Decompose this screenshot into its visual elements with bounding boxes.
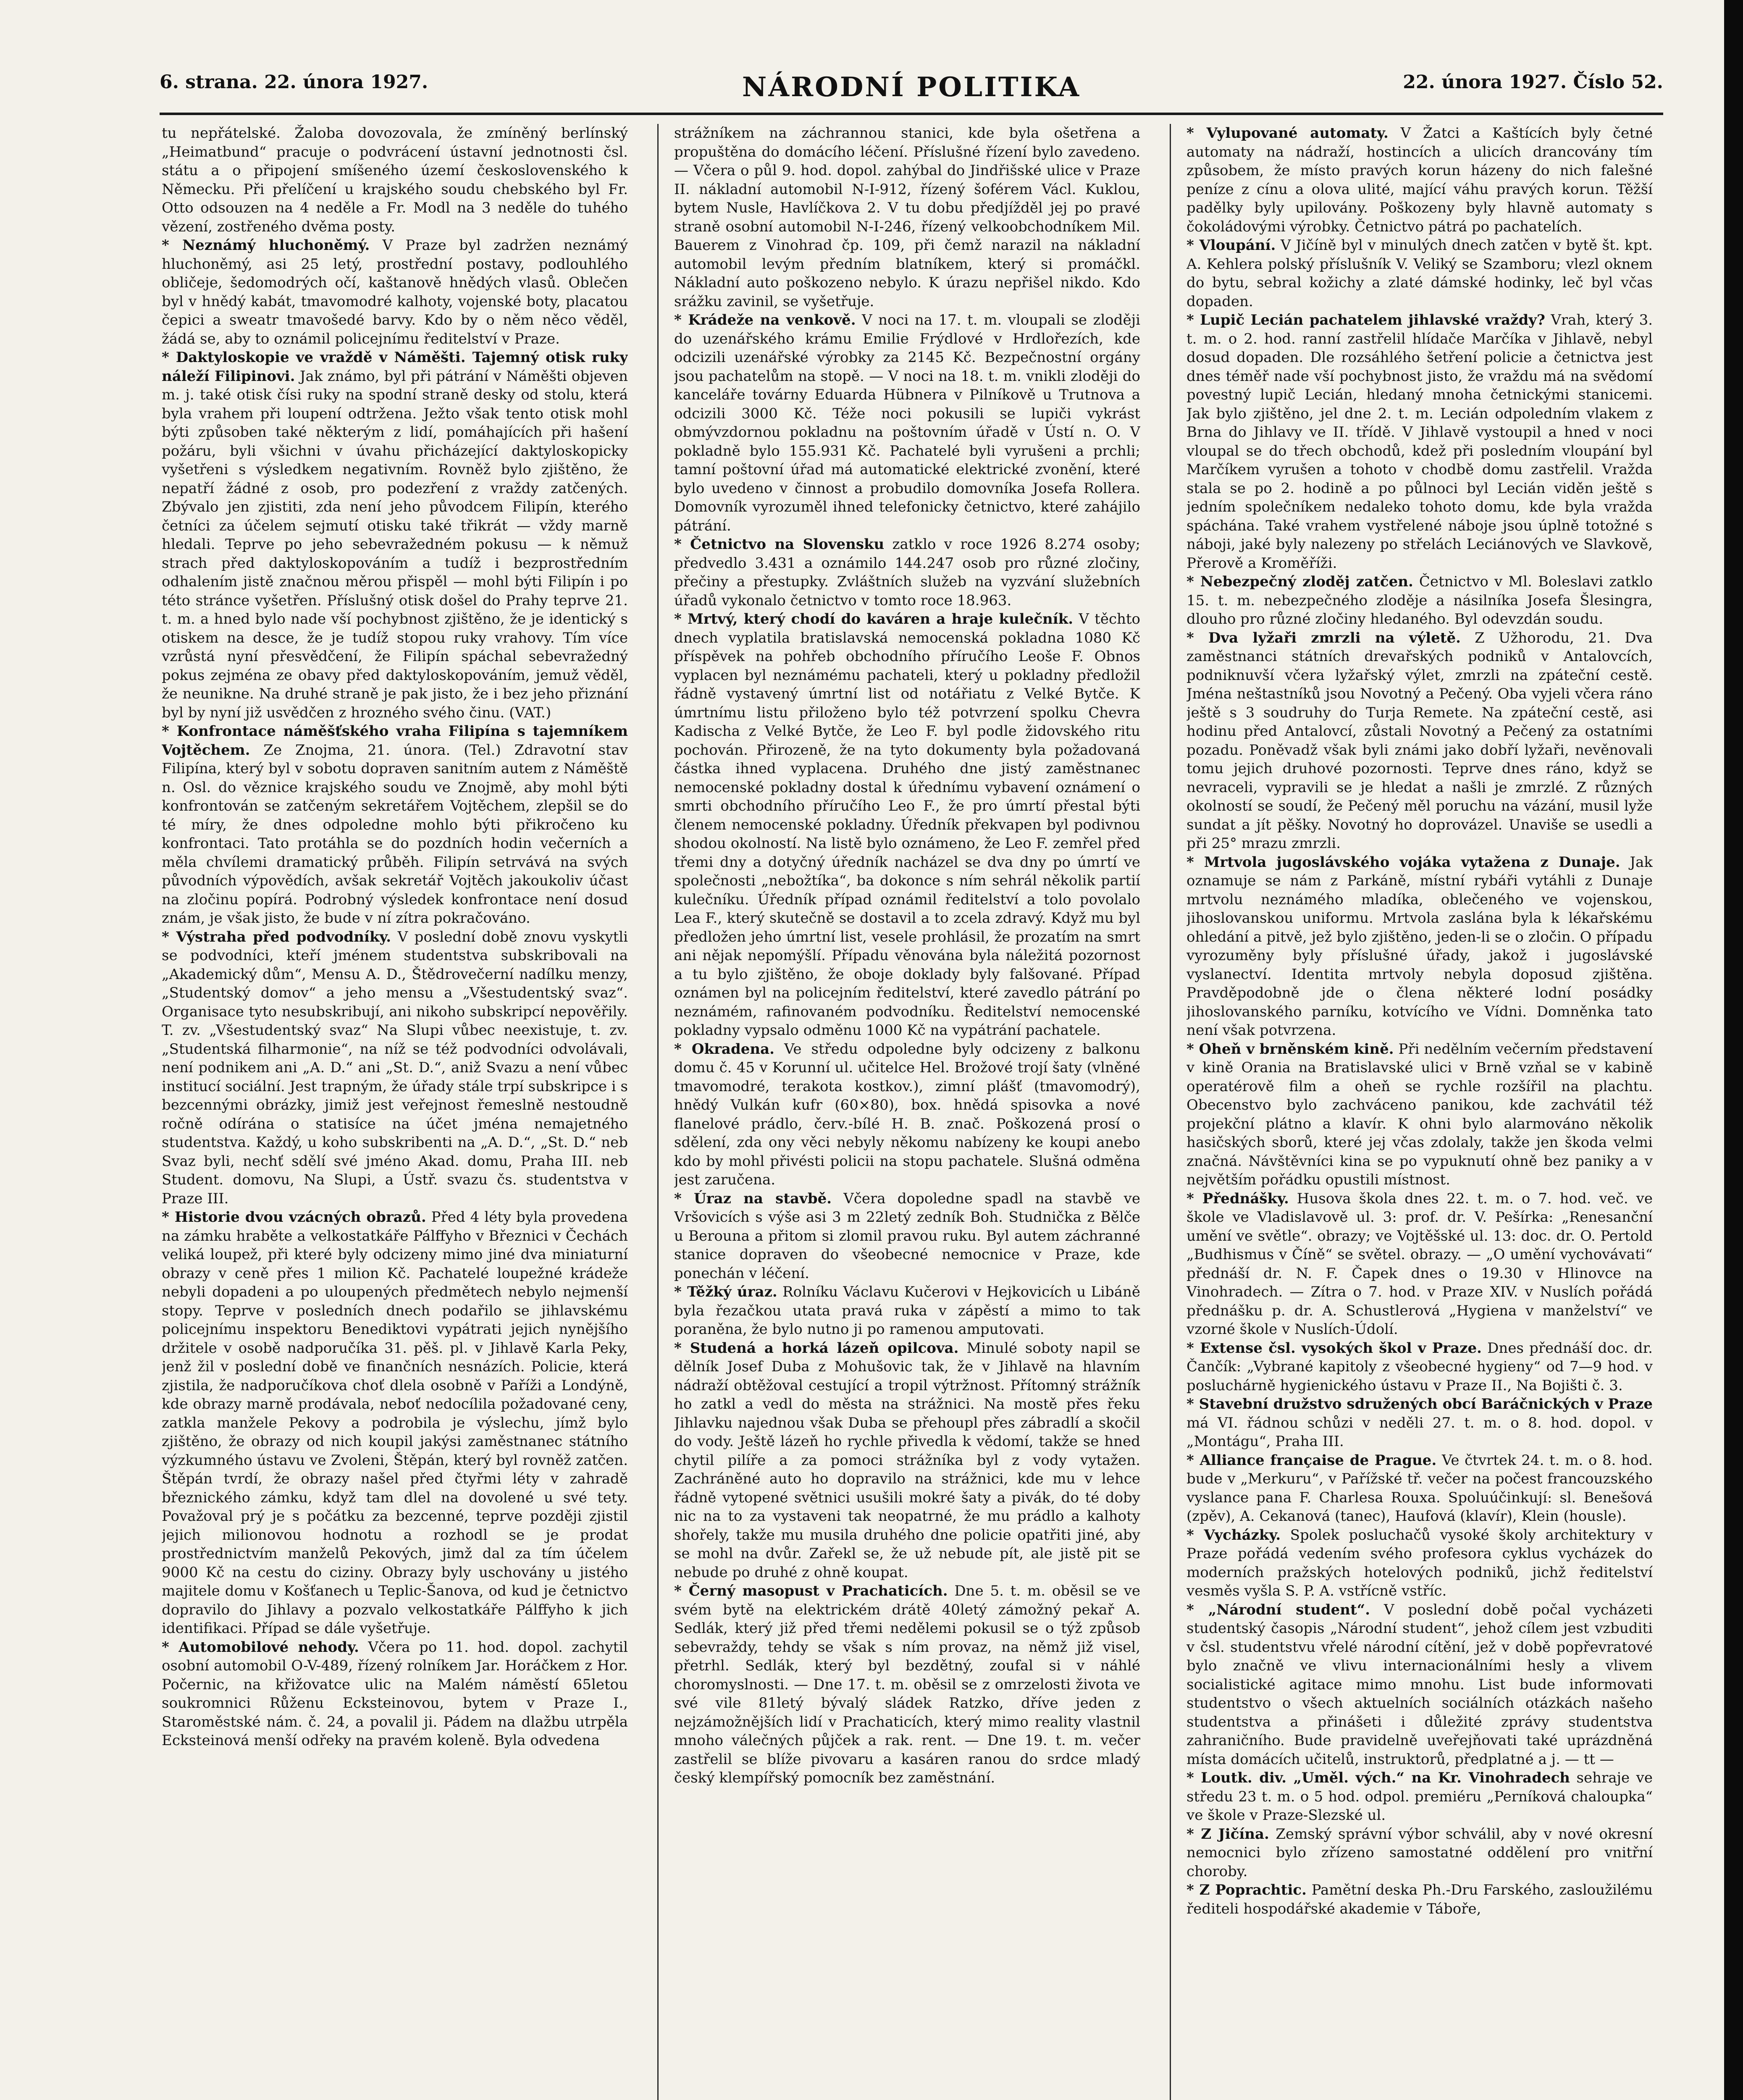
article-body: Ve čtvrtek 24. t. m. o 8. hod. bude v „Merkuru“, v Pařížské tř. večer na počest francouzského vyslance pana F. Charlesa Rouxa. Spoluúčinkují: sl. Benešová (zpěv), A. Cekanová (tanec), Haufová (klavír), Klein (housle). [1186, 1452, 1653, 1525]
article-headline: * Těžký úraz. [674, 1284, 777, 1300]
article [162, 124, 628, 236]
article [162, 236, 628, 348]
article-headline: * Z Poprachtic. [1186, 1882, 1307, 1898]
article-body: Četnictvo v Ml. Boleslavi zatklo 15. t. m. nebezpečného zloděje a násilníka Josefa Šlesingra, dlouho pro různé zločiny hledaného. Byl odevzdán soudu. [1186, 573, 1653, 627]
page-header [160, 63, 1663, 113]
article-headline: * Nebezpečný zloděj zatčen. [1186, 573, 1413, 590]
scan-border [1724, 0, 1743, 2100]
article [1186, 572, 1653, 629]
article-body: Dnes přednáší doc. dr. Čančík: „Vybrané kapitoly z všeobecné hygieny“ od 7—9 hod. v posluchárně hygienického ústavu v Praze II., Na Bojišti č. 3. [1186, 1339, 1653, 1394]
article [1186, 1601, 1653, 1769]
article-headline: * Neznámý hluchoněmý. [162, 237, 370, 254]
article-body: V Jičíně byl v minulých dnech zatčen v bytě št. kpt. A. Kehlera polský příslušník V. Veliký se Szamboru; vlezl oknem do bytu, sebral kožichy a zlaté dámské hodinky, leč byl včas dopaden. [1186, 237, 1653, 310]
article [674, 535, 1140, 610]
article-body: Včera po 11. hod. dopol. zachytil osobní automobil O-V-489, řízený rolníkem Jar. Horáčkem z Hor. Počernic, na křižovatce ulic na Malém náměstí 65letou soukromnici Růženu Ecksteinovou, bytem v Praze I., Staroměstské nám. č. 24, a povalil ji. Pádem na dlažbu utrpěla Ecksteinová menší odřeky na pravém koleně. Byla odvedena [162, 1638, 628, 1749]
article [162, 722, 628, 928]
article [1186, 853, 1653, 1040]
article-headline: * Alliance française de Prague. [1186, 1452, 1437, 1469]
article [162, 928, 628, 1208]
article [674, 1189, 1140, 1283]
article [1186, 1339, 1653, 1395]
article-body: tu nepřátelské. Žaloba dovozovala, že zmíněný berlínský „Heimatbund“ pracuje o podvrácení ústavní jednotnosti čsl. státu a o připojení smíšeného území československého k Německu. Při přelíčení u krajského soudu chebského byl Fr. Otto odsouzen na 4 neděle a Fr. Modl na 3 neděle do tuhého vězení, zostřeného dvěma posty. [162, 125, 628, 235]
article-headline: * Černý masopust v Prachaticích. [674, 1583, 948, 1599]
article-headline: * Četnictvo na Slovensku [674, 536, 885, 553]
article [674, 124, 1140, 311]
column-divider-2 [1170, 124, 1171, 2100]
article [674, 1339, 1140, 1582]
article [1186, 124, 1653, 236]
article-headline: * „Národní student“. [1186, 1601, 1370, 1618]
article-body: Minulé soboty napil se dělník Josef Duba z Mohušovic tak, že v Jihlavě na hlavním nádraží obtěžoval cestující a tropil výtržnost. Přítomný strážník ho zatkl a vedl do města na strážnici. Na mostě přes řeku Jihlavku najednou však Duba se přehoupl přes zábradlí a skočil do vody. Ještě lázeň ho rychle přivedla k vědomí, takže se hned chytil pilíře a za pomoci strážníka byl z vody vytažen. Zachráněné auto ho dopravilo na strážnici, kde mu v lehce řádně vytopené světnici usušili mokré šaty a pivák, do té doby nic na to za vystaveni tak neopatrné, že mu prádlo a kalhoty shořely, takže mu musila druhého dne policie opatřiti jiné, aby se mohl na dvůr. Zařekl se, že už nebude pít, ale jistě pit se nebude po druhé z ohně koupat. [674, 1339, 1140, 1581]
article-body: Husova škola dnes 22. t. m. o 7. hod. več. ve škole ve Vladislavově ul. 3: prof. dr. V. Pešírka: „Renesanční umění ve světle“. obrazy; ve Vojtěšské ul. 13: doc. dr. O. Pertold „Budhismus v Číně“ se světel. obrazy. — „O umění vychovávati“ přednáší dr. N. F. Čapek dnes o 19.30 v Hlinovce na Vinohradech. — Zítra o 7. hod. v Praze XIV. v Nuslích pořádá přednášku p. dr. A. Schustlerová „Hygiena v manželství“ ve vzorné škole v Nuslích-Údolí. [1186, 1190, 1653, 1338]
column-1 [162, 124, 628, 2100]
page-number-date: 6. strana. 22. února 1927. [160, 71, 428, 93]
article [1186, 1769, 1653, 1825]
article-body: V poslední době znovu vyskytli se podvodníci, kteří jménem studentstva subskribovali na „Akademický dům“, Mensu A. D., Štědrovečerní nadílku menzy, „Studentský domov“ a jeho mensu a „Všestudentský svaz“. Organisace tyto nesubskribují, ani nikoho subskripcí nepověřily. T. zv. „Všestudentský svaz“ Na Slupi vůbec neexistuje, t. zv. „Studentská filharmonie“, na níž se též podvodníci odvolávali, není podnikem ani „A. D.“ ani „St. D.“, aniž Svazu a není vůbec institucí sociální. Jest trapným, že úřady stále trpí subskripce i s bezcennými obrázky, jimiž jest veřejnost řemeslně nestoudně ročně odírána o statisíce na účet jména nemajetného studentstva. Každý, u koho subskribenti na „A. D.“, „St. D.“ neb Svaz byli, nechť sdělí své jméno Akad. domu, Praha III. neb Student. domovu, Na Slupi, a Ústř. svazu čs. studentstva v Praze III. [162, 928, 628, 1207]
article-headline: * Studená a horká lázeň opilcova. [674, 1339, 959, 1357]
issue-date-number: 22. února 1927. Číslo 52. [1403, 71, 1663, 93]
article [1186, 1825, 1653, 1881]
article-headline: * Krádeže na venkově. [674, 312, 856, 328]
article [674, 610, 1140, 1040]
article-body: Jak známo, byl při pátrání v Náměšti objeven m. j. také otisk čísi ruky na spodní straně desky od stolu, která byla vrahem při loupení odtržena. Ježto však tento otisk mohl býti způsoben také některým z lidí, pomáhajících při hašení požáru, byli všichni v úvahu přicházející daktyloskopicky vyšetřeni s výsledkem negativním. Rovněž bylo zjištěno, že nepatří žádné z osob, pro podezření z vraždy zatčených. Zbývalo jen zjistiti, zda není jeho původcem Filipín, kterého četníci za účelem sejmutí otisku také třikrát — vždy marně hledali. Teprve po jeho sebevražedném pokusu — k němuž strach před daktyloskopováním a tudíž i bezprostředním odhalením jistě značnou měrou přispěl — mohl býti Filipín i po této stránce vyšetřen. Příslušný otisk došel do Prahy teprve 21. t. m. a hned bylo nade vší pochybnost zjištěno, že je identický s otiskem na desce, že je tudíž stopou ruky vrahovy. Tím více vzrůstá nyní přesvědčení, že Filipín spáchal sebevražedný pokus zejména ze obavy před daktyloskopováním, jemuž věděl, že neunikne. Na druhé straně je pak jisto, že i bez jeho přiznání byl by nyní již usvědčen z hrozného svého činu. (VAT.) [162, 368, 628, 721]
article-headline: * Úraz na stavbě. [674, 1190, 832, 1207]
article [1186, 1189, 1653, 1339]
article-headline: * Loutk. div. „Uměl. vých.“ na Kr. Vinohradech [1186, 1769, 1570, 1786]
article-headline: * Lupič Lecián pachatelem jihlavské vraždy? [1186, 312, 1545, 328]
article-headline: * Historie dvou vzácných obrazů. [162, 1209, 426, 1226]
article-headline: * Extense čsl. vysokých škol v Praze. [1186, 1339, 1482, 1357]
article [162, 348, 628, 722]
masthead-title: NÁRODNÍ POLITIKA [742, 71, 1081, 103]
article-body: Ve středu odpoledne byly odcizeny z balkonu domu č. 45 v Korunní ul. učitelce Hel. Brožové trojí šaty (vlněné tmavomodré, terakota kostkov.), zimní plášť (tmavomodrý), hnědý Vulkán kufr (60×80), box. hnědá spisovka a nové flanelové prádlo, červ.-bílé H. B. znač. Poškozená prosí o sdělení, zda ony věci nebyly někomu nabízeny ke koupi anebo kdo by mohl přivésti policii na stopu pachatele. Slušná odměna jest zaručena. [674, 1040, 1140, 1188]
article [674, 1040, 1140, 1189]
article-body: Z Užhorodu, 21. Dva zaměstnanci státních drevařských podniků v Antalovcích, podniknuvší včera lyžařský výlet, zmrzli na zpáteční cestě. Jména neštastníků jsou Novotný a Pečený. Oba vyjeli včera ráno ještě s 3 soudruhy do Turja Remete. Na zpáteční cestě, asi hodinu před Antalovcí, zůstali Novotný a Pečený za ostatními pozadu. Poněvadž však byli známi jako dobří lyžaři, nevěnovali tomu jejich druhové pozornosti. Teprve dnes ráno, když se nevraceli, vypravili se je hledat a našli je zmrzlé. Z různých okolností se soudí, že Pečený měl poruchu na vázání, musil lyže sundat a jít pěšky. Novotný ho doprovázel. Unaviše se usedli a při 25° mrazu zmrzli. [1186, 629, 1653, 852]
article-headline: * Daktyloskopie ve vraždě v Náměšti. Tajemný otisk ruky náleží Filipinovi. [162, 349, 628, 385]
article [162, 1208, 628, 1638]
article [674, 1283, 1140, 1339]
article-body: sehraje ve středu 23 t. m. o 5 hod. odpol. premiéru „Perníková chaloupka“ ve škole v Praze-Slezské ul. [1186, 1769, 1653, 1824]
article [1186, 629, 1653, 853]
article [1186, 1526, 1653, 1601]
article-body: V noci na 17. t. m. vloupali se zloději do uzenářského krámu Emilie Frýdlové v Hrdlořezích, kde odcizili uzenářské výrobky za 2145 Kč. Bezpečnostní orgány jsou pachatelům na stopě. — V noci na 18. t. m. vnikli zloději do kanceláře továrny Eduarda Hübnera v Pilníkově u Trutnova a odcizili 3000 Kč. Téže noci pokusili se lupiči vykrást obmývzdornou pokladnu na poštovním úřadě v Ústí n. O. V pokladně bylo 155.931 Kč. Pachatelé byli vyrušeni a prchli; tamní poštovní úřad má automatické elektrické zvonění, které bylo uvedeno v činnost a probudilo domovníka Josefa Rollera. Domovník vyrozuměl ihned telefonicky četnictvo, které zahájilo pátrání. [674, 312, 1140, 534]
article [1186, 1451, 1653, 1526]
article-body: má VI. řádnou schůzi v neděli 27. t. m. o 8. hod. dopol. v „Montágu“, Praha III. [1186, 1414, 1653, 1450]
article [1186, 236, 1653, 311]
column-3 [1186, 124, 1653, 2100]
article [1186, 1395, 1653, 1451]
article-headline: * Vylupované automaty. [1186, 125, 1389, 142]
article [1186, 1881, 1653, 1918]
article-headline: * Stavební družstvo sdružených obcí Baráčnických v Praze [1186, 1396, 1653, 1412]
article-body: Spolek posluchačů vysoké školy architektury v Praze pořádá vedením svého profesora cyklus vycházek do moderních pražských hotelových podniků, jichž ředitelství vesměs vyšla S. P. A. vstřícně vstříc. [1186, 1526, 1653, 1599]
article-body: V poslední době počal vycházeti studentský časopis „Národní student“, jehož cílem jest vzbuditi v čsl. studentstvu vřelé národní cítění, jež v době popřevratové bylo značně ve vlivu internacionálními hesly a vlivem socialistické agitace mimo mnohu. List bude informovati studentstvo o všech aktuelních sociálních otázkách našeho studentstva a přinášeti i důležité zprávy studentstva zahraničního. Bude pravidelně uveřejňovati také uprázdněná místa domácích učitelů, instruktorů, předplatné a j. — tt — [1186, 1601, 1653, 1768]
article-headline: * Okradena. [674, 1040, 774, 1058]
article-body: Ze Znojma, 21. února. (Tel.) Zdravotní stav Filipína, který byl v sobotu dopraven sanitním autem z Náměště n. Osl. do věznice krajského soudu ve Znojmě, aby mohl býti konfrontován se zatčeným sekretářem Vojtěchem, zlepšil se do té míry, že dnes odpoledne mohlo býti přikročeno ku konfrontaci. Tato protáhla se do pozdních hodin večerních a měla chvílemi dramatický průběh. Filipín setrvává na svých původních výpovědích, avšak sekretář Vojtěch jakoukoliv účast na zločinu popírá. Podrobný výsledek konfrontace není dosud znám, je však jisto, že bude v ní zítra pokračováno. [162, 741, 628, 927]
article-body: strážníkem na záchrannou stanici, kde byla ošetřena a propuštěna do domácího léčení. Příslušné řízení bylo zavedeno. — Včera o půl 9. hod. dopol. zahýbal do Jindřišské ulice v Praze II. nákladní automobil N-I-912, řízený šoférem Václ. Kuklou, bytem Nusle, Havlíčkova 2. V tu dobu předjížděl jej po pravé straně osobní automobil N-I-246, řízený velkoobchodníkem Mil. Bauerem z Vinohrad čp. 109, při čemž narazil na nákladní automobil levým předním blatníkem, který si promáčkl. Nákladní auto poškozeno nebylo. K úrazu nepřišel nikdo. Kdo srážku zavinil, se vyšetřuje. [674, 125, 1140, 310]
article-body: V těchto dnech vyplatila bratislavská nemocenská pokladna 1080 Kč příspěvek na pohřeb obchodního příručího Leoše F. Obnos vyplacen byl neznámému pachateli, který u pokladny předložil řádně vystavený úmrtní list od notářiatu z Velké Bytče. K úmrtnímu listu přiloženo bylo též potvrzení spolku Chevra Kadischa z Velké Bytče, že Leo F. byl podle židovského ritu pochován. Přirozeně, že na tyto dokumenty byla požadovaná částka ihned vyplacena. Druhého dne jistý zaměstnanec nemocenské pokladny dostal k úřednímu vybavení oznámení o smrti obchodního příručího Leo F., že pro úmrtí přestal býti členem nemocenské pokladny. Úředník překvapen byl podivnou shodou okolností. Na listě bylo oznámeno, že Leo F. zemřel před třemi dny a dotyčný úředník nacházel se dva dny po úmrtí ve společnosti „nebožtíka“, ba dokonce s ním sehrál několik partií kulečníku. Úředník případ oznámil ředitelství a tolo povolalo Lea F., který skutečně se dostavil a to zcela zdravý. Když mu byl předložen jeho úmrtní list, vesele prohlásil, že prozatím na smrt ani nějak nepomýšlí. Případu věnována byla náležitá pozornost a tu bylo zjištěno, že oboje doklady byly falšované. Případ oznámen byl na policejním ředitelství, které zavedlo pátrání po neznámém, rafinovaném podvodníku. Ředitelství nemocenské pokladny vypsalo odměnu 1000 Kč na vypátrání pachatele. [674, 611, 1140, 1039]
article [162, 1638, 628, 1750]
article-body: Při nedělním večerním představení v kině Orania na Bratislavské ulici v Brně vzňal se v kabině operatérově film a oheň se rychle rozšířil na plachtu. Obecenstvo bylo zachváceno panikou, kde zachvátil též projekční plátno a klavír. K ohni bylo alarmováno několik hasičských sborů, které jej včas zdolaly, takže jen škoda velmi značná. Návštěvníci kina se po vypuknutí ohně bez paniky a v největším pořádku opustili místnost. [1186, 1040, 1653, 1188]
article [1186, 1040, 1653, 1189]
article-body: Rolníku Václavu Kučerovi v Hejkovicích u Libáně byla řezačkou utata pravá ruka v zápěstí a mimo to tak poraněna, že bylo nutno ji po ramenou amputovati. [674, 1284, 1140, 1338]
article-headline: * Vloupání. [1186, 237, 1276, 254]
article-body: Zemský správní výbor schválil, aby v nové okresní nemocnici bylo zřízeno samostatné oddělení pro vnitřní choroby. [1186, 1825, 1653, 1880]
article-headline: * Z Jičína. [1186, 1825, 1269, 1843]
article-headline: * Mrtvý, který chodí do kaváren a hraje kulečník. [674, 611, 1074, 627]
article-headline: * Dva lyžaři zmrzli na výletě. [1186, 629, 1461, 646]
article-headline: * Výstraha před podvodníky. [162, 928, 391, 945]
article-headline: * Vycházky. [1186, 1526, 1281, 1544]
article-body: Vrah, který 3. t. m. o 2. hod. ranní zastřelil hlídače Marčíka v Jihlavě, nebyl dosud dopaden. Dle rozsáhlého šetření policie a četnictva jest dnes téměř nade vší pochybnost jisto, že vraždu má na svědomí povestný lupič Lecián, hledaný mnoha četnickými stanicemi. Jak bylo zjištěno, jel dne 2. t. m. Lecián odpoledním vlakem z Brna do Jihlavy ve II. třídě. V Jihlavě vystoupil a hned v noci vloupal se do třech obchodů, kdež při posledním vloupání byl Marčíkem vyrušen a tohoto v chodbě domu zastřelil. Vražda stala se po 2. hodině a po půlnoci byl Lecián viděn ještě s jedním společníkem nedaleko tohoto domu, kde byla vražda spáchána. Také vrahem vystřelené náboje jsou úplně totožné s náboji, jaké byly nalezeny po střelách Leciánových ve Slavkově, Přerově a Kroměříži. [1186, 312, 1653, 572]
article-body: Před 4 léty byla provedena na zámku hraběte a velkostatkáře Pálffyho v Březnici v Čechách veliká loupež, při které byly odcizeny mimo jiné dva miniaturní obrazy v ceně přes 1 milion Kč. Pachatelé loupežné krádeže nebyli dopadeni a po uloupených předmětech nebylo nejmenší stopy. Teprve v posledních dnech podařilo se jihlavskému policejnímu inspektoru Benediktovi vypátrati jejich nynějšího držitele v osobě nadporučíka 31. pěš. pl. v Jihlavě Karla Peky, jenž žil v poslední době ve finančních nesnázích. Policie, která zjistila, že nadporučíkova choť dlela osobně v Paříži a Londýně, kde obrazy marně prodávala, neboť nedocílila požadované ceny, zatkla manžele Pekovy a podrobila je výslechu, jímž bylo zjištěno, že obrazy od nich koupil jakýsi zaměstnanec státního výzkumného ústavu ve Zvoleni, Štěpán, který byl rovněž zatčen. Štěpán tvrdí, že obrazy našel před čtyřmi léty v zahradě březnického zámku, když tam dlel na dovolené u své tety. Považoval prý je s počátku za bezcenné, teprve později zjistil jejich milionovou hodnotu a rozhodl se je prodat prostřednictvím manželů Pekových, jimž dal za tím účelem 9000 Kč na cestu do ciziny. Obrazy byly uschovány u jistého majitele domu v Košťanech u Teplic-Šanova, od kud je četnictvo dopravilo do Jihlavy a pozvalo velkostatkáře Pálffyho k jich identifikaci. Případ se dále vyšetřuje. [162, 1209, 628, 1637]
article-headline: * Konfrontace náměšťského vraha Filipína s tajemníkem Vojtěchem. [162, 723, 628, 759]
column-2 [674, 124, 1140, 2100]
article-headline: * Automobilové nehody. [162, 1638, 359, 1656]
header-rule [160, 113, 1663, 115]
article-body: Jak oznamuje se nám z Parkáně, místní rybáři vytáhli z Dunaje mrtvolu neznámého mladíka, oblečeného ve vojenskou, jihoslovanskou uniformu. Mrtvola zaslána byla k lékařskému ohledání a pitvě, jež bylo zjištěno, jeden-li se o zločin. O případu vyrozuměny byly příslušné úřady, jakož i jugoslávské vyslanectví. Identita mrtvoly nebyla doposud zjištěna. Pravděpodobně jde o člena některé lodní posádky jihoslovanského parníku, kotvícího ve Vídni. Domněnka tato není však potvrzena. [1186, 853, 1653, 1039]
article-headline: * Přednášky. [1186, 1190, 1289, 1207]
article-body: Dne 5. t. m. oběsil se ve svém bytě na elektrickém drátě 40letý zámožný pekař A. Sedlák, který již před třemi nedělemi pokusil se o týž způsob sebevraždy, tehdy se však s ním provaz, na němž již visel, přetrhl. Sedlák, který byl bezdětný, zoufal si v náhlé choromyslnosti. — Dne 17. t. m. oběsil se z omrzelosti života ve své vile 81letý bývalý sládek Ratzko, dříve jeden z nejzámožnějších lidí v Prachaticích, který mimo reality vlastnil mnoho válečných půjček a rak. rent. — Dne 19. t. m. večer zastřelil se blíže pivovaru a kasáren ranou do srdce mladý český klempířský pomocník bez zaměstnání. [674, 1583, 1140, 1786]
article [674, 311, 1140, 535]
article-body: Včera dopoledne spadl na stavbě ve Vršovicích s výše asi 3 m 22letý zedník Boh. Studnička z Bělče u Berouna a přitom si zlomil pravou ruku. Byl autem záchranné stanice dopraven do všeobecné nemocnice v Praze, kde ponechán v léčení. [674, 1190, 1140, 1282]
article-body: V Žatci a Kaštících byly četné automaty na nádraží, hostincích a ulicích drancovány tím způsobem, že místo pravých korun házeny do nich falešné peníze z cínu a olova ulité, mající váhu pravých korun. Těžší padělky byly upilovány. Poškozeny byly hlavně automaty s čokoládovými výrobky. Četnictvo pátrá po pachatelích. [1186, 125, 1653, 235]
article [1186, 311, 1653, 572]
column-divider-1 [657, 124, 659, 2100]
article [674, 1582, 1140, 1788]
article-headline: * Oheň v brněnském kině. [1186, 1040, 1394, 1058]
article-body: V Praze byl zadržen neznámý hluchoněmý, asi 25 letý, prostřední postavy, podlouhlého obličeje, šedomodrých očí, kaštanově hnědých vlasů. Oblečen byl v hnědý kabát, tmavomodré kalhoty, vojenské boty, placatou čepici a sweatr tmavošedé barvy. Kdo by o něm něco věděl, žádá se, aby to oznámil policejnímu ředitelství v Praze. [162, 237, 628, 347]
article-body: zatklo v roce 1926 8.274 osoby; předvedlo 3.431 a oznámilo 144.247 osob pro různé zločiny, přečiny a přestupky. Zvláštních služeb na vyzvání služebních úřadů vykonalo četnictvo v tomto roce 18.963. [674, 536, 1140, 609]
article-headline: * Mrtvola jugoslávského vojáka vytažena z Dunaje. [1186, 853, 1620, 871]
article-body: Pamětní deska Ph.-Dru Farského, zasloužilému řediteli hospodářské akademie v Táboře, [1186, 1882, 1653, 1917]
